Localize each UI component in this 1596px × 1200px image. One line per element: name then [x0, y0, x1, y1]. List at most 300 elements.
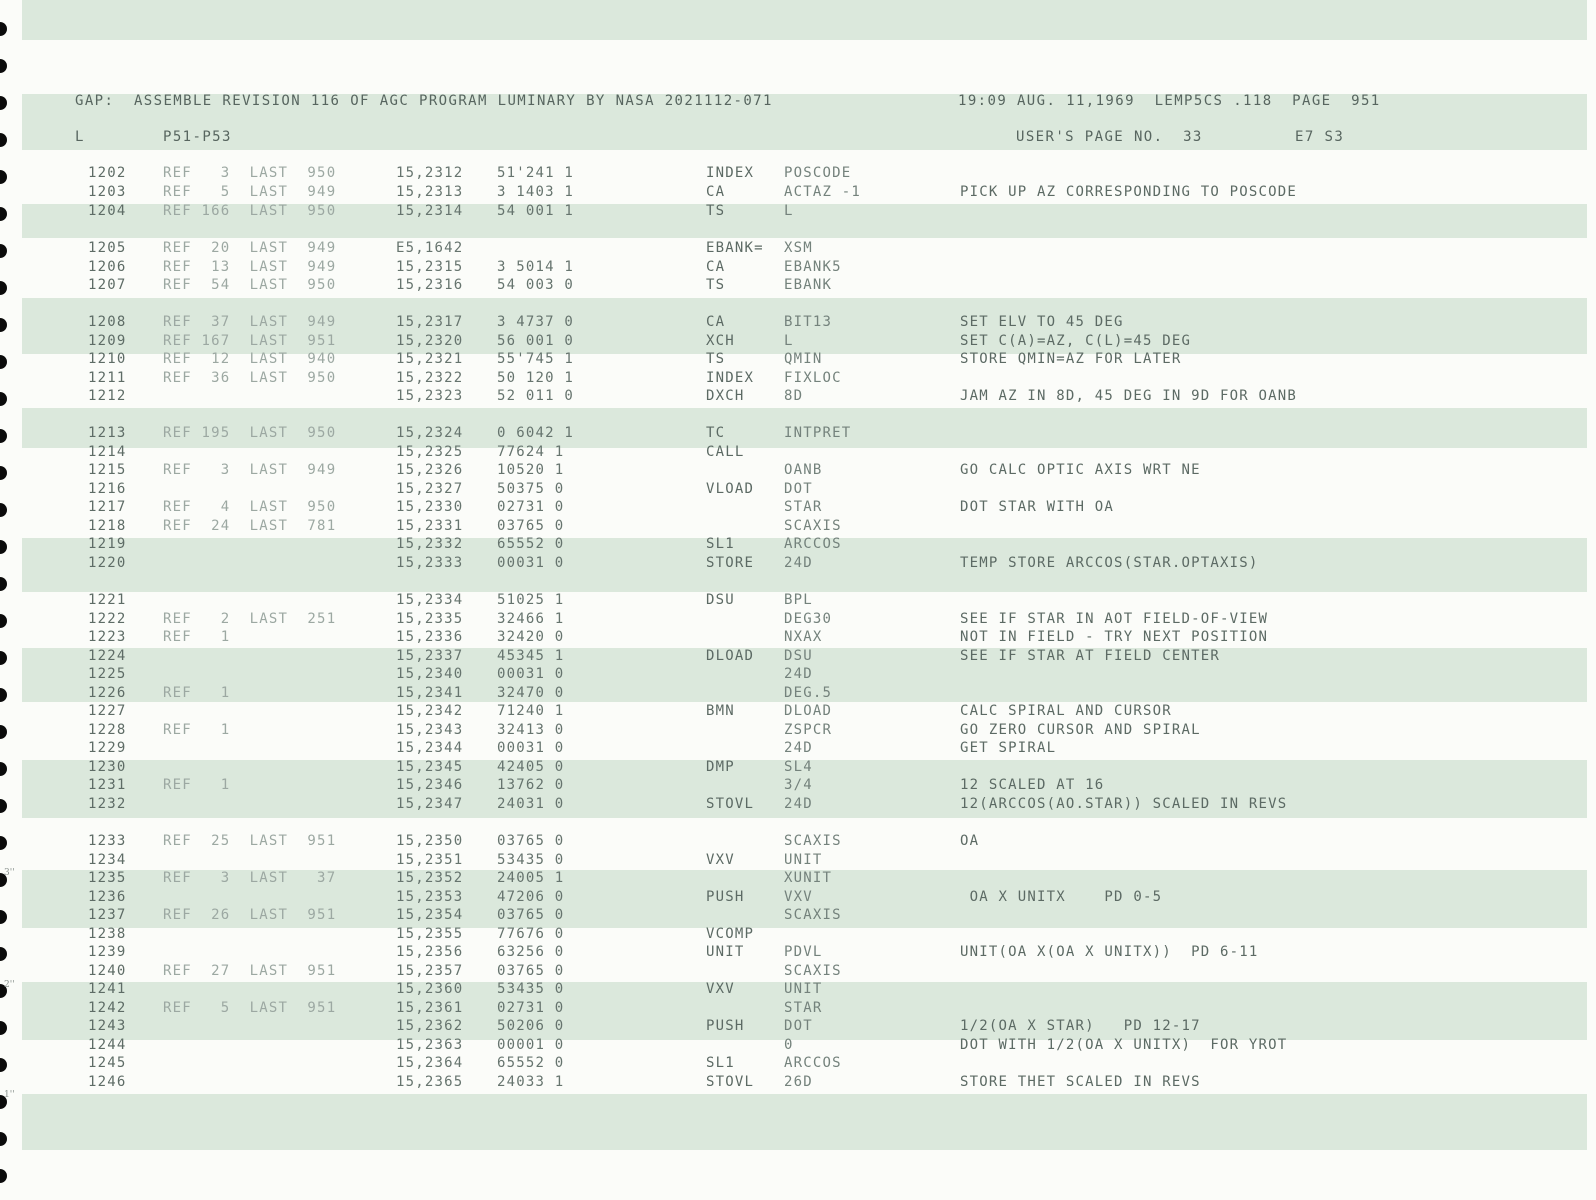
opcode: CA: [706, 314, 726, 330]
octal-word: 55'745 1: [497, 351, 575, 367]
xref: REF 3 LAST 949: [163, 462, 337, 478]
listing-row: [0, 721, 1596, 739]
address: 15,2361: [396, 1000, 464, 1016]
xref: REF 54 LAST 950: [163, 277, 337, 293]
listing-row: [0, 239, 1596, 257]
listing-title: GAP: ASSEMBLE REVISION 116 OF AGC PROGRAM LUMINARY BY NASA 2021112-071: [75, 93, 773, 109]
octal-word: 50 120 1: [497, 370, 575, 386]
octal-word: 32413 0: [497, 722, 565, 738]
octal-word: 00031 0: [497, 555, 565, 571]
listing-row: [0, 832, 1596, 850]
xref: REF 26 LAST 951: [163, 907, 337, 923]
octal-word: 24031 0: [497, 796, 565, 812]
octal-word: 00001 0: [497, 1037, 565, 1053]
octal-word: 24033 1: [497, 1074, 565, 1090]
comment: 12(ARCCOS(AO.STAR)) SCALED IN REVS: [960, 796, 1288, 812]
operand: BPL: [784, 592, 813, 608]
octal-word: 32470 0: [497, 685, 565, 701]
address: 15,2323: [396, 388, 464, 404]
line-number: 1222: [88, 611, 127, 627]
line-number: 1239: [88, 944, 127, 960]
operand: SCAXIS: [784, 833, 842, 849]
listing-row: [0, 517, 1596, 535]
line-number: 1225: [88, 666, 127, 682]
octal-word: 52 011 0: [497, 388, 575, 404]
opcode: SL1: [706, 536, 735, 552]
margin-mark: 3'': [4, 868, 15, 878]
line-number: 1238: [88, 926, 127, 942]
octal-word: 51'241 1: [497, 165, 575, 181]
opcode: STOVL: [706, 796, 755, 812]
operand: DSU: [784, 648, 813, 664]
operand: INTPRET: [784, 425, 852, 441]
octal-word: 51025 1: [497, 592, 565, 608]
address: 15,2345: [396, 759, 464, 775]
listing-row: [0, 869, 1596, 887]
comment: STORE QMIN=AZ FOR LATER: [960, 351, 1182, 367]
operand: SL4: [784, 759, 813, 775]
opcode: VXV: [706, 852, 735, 868]
octal-word: 03765 0: [497, 963, 565, 979]
octal-word: 00031 0: [497, 666, 565, 682]
operand: BIT13: [784, 314, 833, 330]
opcode: CA: [706, 259, 726, 275]
line-number: 1246: [88, 1074, 127, 1090]
xref: REF 166 LAST 950: [163, 203, 337, 219]
opcode: CA: [706, 184, 726, 200]
opcode: PUSH: [706, 1018, 745, 1034]
listing-row: [0, 313, 1596, 331]
line-number: 1203: [88, 184, 127, 200]
opcode: UNIT: [706, 944, 745, 960]
xref: REF 20 LAST 949: [163, 240, 337, 256]
opcode: DSU: [706, 592, 735, 608]
listing-row: [0, 424, 1596, 442]
octal-word: 42405 0: [497, 759, 565, 775]
listing-row: [0, 461, 1596, 479]
octal-word: 03765 0: [497, 907, 565, 923]
listing-row: [0, 739, 1596, 757]
line-number: 1243: [88, 1018, 127, 1034]
address: 15,2362: [396, 1018, 464, 1034]
opcode: CALL: [706, 444, 745, 460]
listing-row: [0, 591, 1596, 609]
operand: 24D: [784, 796, 813, 812]
address: 15,2316: [396, 277, 464, 293]
operand: VXV: [784, 889, 813, 905]
opcode: DXCH: [706, 388, 745, 404]
listing-row: [0, 183, 1596, 201]
address: 15,2332: [396, 536, 464, 552]
operand: 24D: [784, 555, 813, 571]
opcode: EBANK=: [706, 240, 764, 256]
address: 15,2363: [396, 1037, 464, 1053]
margin-mark: 2'': [4, 980, 15, 990]
operand: L: [784, 203, 794, 219]
operand: DEG30: [784, 611, 833, 627]
octal-word: 00031 0: [497, 740, 565, 756]
line-number: 1226: [88, 685, 127, 701]
address: 15,2335: [396, 611, 464, 627]
operand: POSCODE: [784, 165, 852, 181]
opcode: TS: [706, 203, 726, 219]
comment: SET ELV TO 45 DEG: [960, 314, 1124, 330]
comment: OA X UNITX PD 0-5: [960, 889, 1163, 905]
listing-row: [0, 647, 1596, 665]
line-number: 1244: [88, 1037, 127, 1053]
listing-row: [0, 202, 1596, 220]
operand: PDVL: [784, 944, 823, 960]
xref: REF 167 LAST 951: [163, 333, 337, 349]
line-number: 1229: [88, 740, 127, 756]
comment: SET C(A)=AZ, C(L)=45 DEG: [960, 333, 1192, 349]
operand: SCAXIS: [784, 907, 842, 923]
feed-hole: [0, 577, 7, 591]
xref: REF 3 LAST 950: [163, 165, 337, 181]
comment: NOT IN FIELD - TRY NEXT POSITION: [960, 629, 1269, 645]
opcode: TC: [706, 425, 726, 441]
opcode: DMP: [706, 759, 735, 775]
feed-hole: [0, 59, 7, 73]
xref: REF 1: [163, 777, 231, 793]
octal-word: 77624 1: [497, 444, 565, 460]
address: 15,2344: [396, 740, 464, 756]
address: 15,2327: [396, 481, 464, 497]
line-number: 1234: [88, 852, 127, 868]
line-number: 1233: [88, 833, 127, 849]
operand: 3/4: [784, 777, 813, 793]
line-number: 1208: [88, 314, 127, 330]
line-number: 1212: [88, 388, 127, 404]
listing-row: [0, 387, 1596, 405]
address: 15,2350: [396, 833, 464, 849]
operand: STAR: [784, 1000, 823, 1016]
address: 15,2326: [396, 462, 464, 478]
address: 15,2313: [396, 184, 464, 200]
xref: REF 5 LAST 949: [163, 184, 337, 200]
listing-row: [0, 962, 1596, 980]
address: 15,2351: [396, 852, 464, 868]
comment: PICK UP AZ CORRESPONDING TO POSCODE: [960, 184, 1298, 200]
line-number: 1228: [88, 722, 127, 738]
comment: GO CALC OPTIC AXIS WRT NE: [960, 462, 1201, 478]
operand: DOT: [784, 481, 813, 497]
line-number: 1214: [88, 444, 127, 460]
address: 15,2336: [396, 629, 464, 645]
listing-row: [0, 350, 1596, 368]
line-number: 1206: [88, 259, 127, 275]
address: 15,2355: [396, 926, 464, 942]
listing-row: [0, 758, 1596, 776]
margin-mark: 1'': [4, 1090, 15, 1100]
section-letter: L: [75, 129, 85, 145]
listing-row: [0, 684, 1596, 702]
line-number: 1230: [88, 759, 127, 775]
xref: REF 12 LAST 940: [163, 351, 337, 367]
xref: REF 2 LAST 251: [163, 611, 337, 627]
operand: EBANK5: [784, 259, 842, 275]
octal-word: 63256 0: [497, 944, 565, 960]
feed-hole: [0, 1132, 7, 1146]
operand: EBANK: [784, 277, 833, 293]
listing-row: [0, 258, 1596, 276]
operand: 24D: [784, 666, 813, 682]
address: 15,2347: [396, 796, 464, 812]
line-number: 1240: [88, 963, 127, 979]
octal-word: 71240 1: [497, 703, 565, 719]
listing-row: [0, 943, 1596, 961]
line-number: 1218: [88, 518, 127, 534]
listing-row: [0, 554, 1596, 572]
line-number: 1220: [88, 555, 127, 571]
listing-row: [0, 925, 1596, 943]
listing-row: [0, 851, 1596, 869]
octal-word: 03765 0: [497, 833, 565, 849]
xref: REF 1: [163, 629, 231, 645]
address: 15,2324: [396, 425, 464, 441]
operand: ARCCOS: [784, 1055, 842, 1071]
operand: UNIT: [784, 852, 823, 868]
octal-word: 50206 0: [497, 1018, 565, 1034]
xref: REF 37 LAST 949: [163, 314, 337, 330]
address: 15,2353: [396, 889, 464, 905]
address: 15,2365: [396, 1074, 464, 1090]
operand: ARCCOS: [784, 536, 842, 552]
feed-hole: [0, 1169, 7, 1183]
listing-row: [0, 535, 1596, 553]
operand: 0: [784, 1037, 794, 1053]
comment: 12 SCALED AT 16: [960, 777, 1105, 793]
operand: FIXLOC: [784, 370, 842, 386]
operand: XUNIT: [784, 870, 833, 886]
operand: SCAXIS: [784, 963, 842, 979]
line-number: 1236: [88, 889, 127, 905]
octal-word: 32466 1: [497, 611, 565, 627]
octal-word: 54 003 0: [497, 277, 575, 293]
listing-row: [0, 795, 1596, 813]
address: 15,2317: [396, 314, 464, 330]
line-number: 1219: [88, 536, 127, 552]
line-number: 1205: [88, 240, 127, 256]
operand: SCAXIS: [784, 518, 842, 534]
address: 15,2352: [396, 870, 464, 886]
operand: L: [784, 333, 794, 349]
line-number: 1227: [88, 703, 127, 719]
address: 15,2364: [396, 1055, 464, 1071]
listing-row: [0, 776, 1596, 794]
octal-word: 47206 0: [497, 889, 565, 905]
comment: OA: [960, 833, 980, 849]
line-number: 1223: [88, 629, 127, 645]
section-name: P51-P53: [163, 129, 232, 145]
opcode: VCOMP: [706, 926, 755, 942]
opcode: STOVL: [706, 1074, 755, 1090]
octal-word: 0 6042 1: [497, 425, 575, 441]
opcode: VXV: [706, 981, 735, 997]
opcode: TS: [706, 277, 726, 293]
xref: REF 1: [163, 722, 231, 738]
line-number: 1213: [88, 425, 127, 441]
xref: REF 5 LAST 951: [163, 1000, 337, 1016]
listing-row: [0, 164, 1596, 182]
octal-word: 02731 0: [497, 1000, 565, 1016]
paper-band: [22, 0, 1587, 40]
opcode: PUSH: [706, 889, 745, 905]
octal-word: 24005 1: [497, 870, 565, 886]
comment: SEE IF STAR IN AOT FIELD-OF-VIEW: [960, 611, 1269, 627]
octal-word: 53435 0: [497, 981, 565, 997]
operand: 24D: [784, 740, 813, 756]
line-number: 1211: [88, 370, 127, 386]
line-number: 1215: [88, 462, 127, 478]
listing-row: [0, 628, 1596, 646]
opcode: STORE: [706, 555, 755, 571]
address: 15,2340: [396, 666, 464, 682]
listing-row: [0, 906, 1596, 924]
line-number: 1216: [88, 481, 127, 497]
operand: XSM: [784, 240, 813, 256]
xref: REF 25 LAST 951: [163, 833, 337, 849]
octal-word: 03765 0: [497, 518, 565, 534]
listing-row: [0, 276, 1596, 294]
listing-row: [0, 665, 1596, 683]
xref: REF 36 LAST 950: [163, 370, 337, 386]
line-number: 1202: [88, 165, 127, 181]
page-code: E7 S3: [1295, 129, 1345, 145]
octal-word: 65552 0: [497, 536, 565, 552]
listing-row: [0, 999, 1596, 1017]
listing-row: [0, 1036, 1596, 1054]
listing-row: [0, 980, 1596, 998]
opcode: SL1: [706, 1055, 735, 1071]
listing-row: [0, 369, 1596, 387]
address: 15,2331: [396, 518, 464, 534]
address: E5,1642: [396, 240, 464, 256]
operand: OANB: [784, 462, 823, 478]
opcode: TS: [706, 351, 726, 367]
comment: CALC SPIRAL AND CURSOR: [960, 703, 1172, 719]
octal-word: 45345 1: [497, 648, 565, 664]
opcode: VLOAD: [706, 481, 755, 497]
listing-row: [0, 443, 1596, 461]
listing-row: [0, 498, 1596, 516]
octal-word: 53435 0: [497, 852, 565, 868]
address: 15,2325: [396, 444, 464, 460]
xref: REF 1: [163, 685, 231, 701]
address: 15,2330: [396, 499, 464, 515]
comment: TEMP STORE ARCCOS(STAR.OPTAXIS): [960, 555, 1259, 571]
line-number: 1209: [88, 333, 127, 349]
listing-row: [0, 332, 1596, 350]
address: 15,2356: [396, 944, 464, 960]
line-number: 1210: [88, 351, 127, 367]
octal-word: 54 001 1: [497, 203, 575, 219]
xref: REF 3 LAST 37: [163, 870, 337, 886]
line-number: 1221: [88, 592, 127, 608]
address: 15,2354: [396, 907, 464, 923]
operand: ACTAZ -1: [784, 184, 862, 200]
listing-row: [0, 1017, 1596, 1035]
line-number: 1237: [88, 907, 127, 923]
address: 15,2334: [396, 592, 464, 608]
operand: STAR: [784, 499, 823, 515]
opcode: XCH: [706, 333, 735, 349]
octal-word: 32420 0: [497, 629, 565, 645]
listing-row: [0, 480, 1596, 498]
line-number: 1241: [88, 981, 127, 997]
xref: REF 195 LAST 950: [163, 425, 337, 441]
octal-word: 3 4737 0: [497, 314, 575, 330]
octal-word: 02731 0: [497, 499, 565, 515]
address: 15,2357: [396, 963, 464, 979]
comment: UNIT(OA X(OA X UNITX)) PD 6-11: [960, 944, 1259, 960]
listing-row: [0, 1054, 1596, 1072]
line-number: 1224: [88, 648, 127, 664]
opcode: INDEX: [706, 370, 755, 386]
operand: QMIN: [784, 351, 823, 367]
operand: 26D: [784, 1074, 813, 1090]
feed-hole: [0, 22, 7, 36]
address: 15,2333: [396, 555, 464, 571]
address: 15,2360: [396, 981, 464, 997]
address: 15,2314: [396, 203, 464, 219]
address: 15,2322: [396, 370, 464, 386]
xref: REF 4 LAST 950: [163, 499, 337, 515]
address: 15,2315: [396, 259, 464, 275]
comment: 1/2(OA X STAR) PD 12-17: [960, 1018, 1201, 1034]
comment: GO ZERO CURSOR AND SPIRAL: [960, 722, 1201, 738]
comment: STORE THET SCALED IN REVS: [960, 1074, 1201, 1090]
feed-hole: [0, 133, 7, 147]
comment: DOT STAR WITH OA: [960, 499, 1115, 515]
xref: REF 13 LAST 949: [163, 259, 337, 275]
xref: REF 24 LAST 781: [163, 518, 337, 534]
users-page-number: USER'S PAGE NO. 33: [1016, 129, 1203, 145]
octal-word: 65552 0: [497, 1055, 565, 1071]
operand: UNIT: [784, 981, 823, 997]
address: 15,2343: [396, 722, 464, 738]
operand: DEG.5: [784, 685, 833, 701]
address: 15,2346: [396, 777, 464, 793]
comment: JAM AZ IN 8D, 45 DEG IN 9D FOR OANB: [960, 388, 1298, 404]
octal-word: 3 1403 1: [497, 184, 575, 200]
operand: DOT: [784, 1018, 813, 1034]
octal-word: 77676 0: [497, 926, 565, 942]
listing-row: [0, 1073, 1596, 1091]
operand: 8D: [784, 388, 804, 404]
feed-hole: [0, 96, 7, 110]
line-number: 1217: [88, 499, 127, 515]
opcode: DLOAD: [706, 648, 755, 664]
address: 15,2341: [396, 685, 464, 701]
comment: GET SPIRAL: [960, 740, 1057, 756]
line-number: 1204: [88, 203, 127, 219]
octal-word: 10520 1: [497, 462, 565, 478]
xref: REF 27 LAST 951: [163, 963, 337, 979]
opcode: INDEX: [706, 165, 755, 181]
line-number: 1207: [88, 277, 127, 293]
comment: SEE IF STAR AT FIELD CENTER: [960, 648, 1220, 664]
line-number: 1245: [88, 1055, 127, 1071]
operand: ZSPCR: [784, 722, 833, 738]
address: 15,2342: [396, 703, 464, 719]
octal-word: 3 5014 1: [497, 259, 575, 275]
address: 15,2321: [396, 351, 464, 367]
address: 15,2320: [396, 333, 464, 349]
line-number: 1231: [88, 777, 127, 793]
line-number: 1235: [88, 870, 127, 886]
paper-band: [22, 1094, 1587, 1150]
